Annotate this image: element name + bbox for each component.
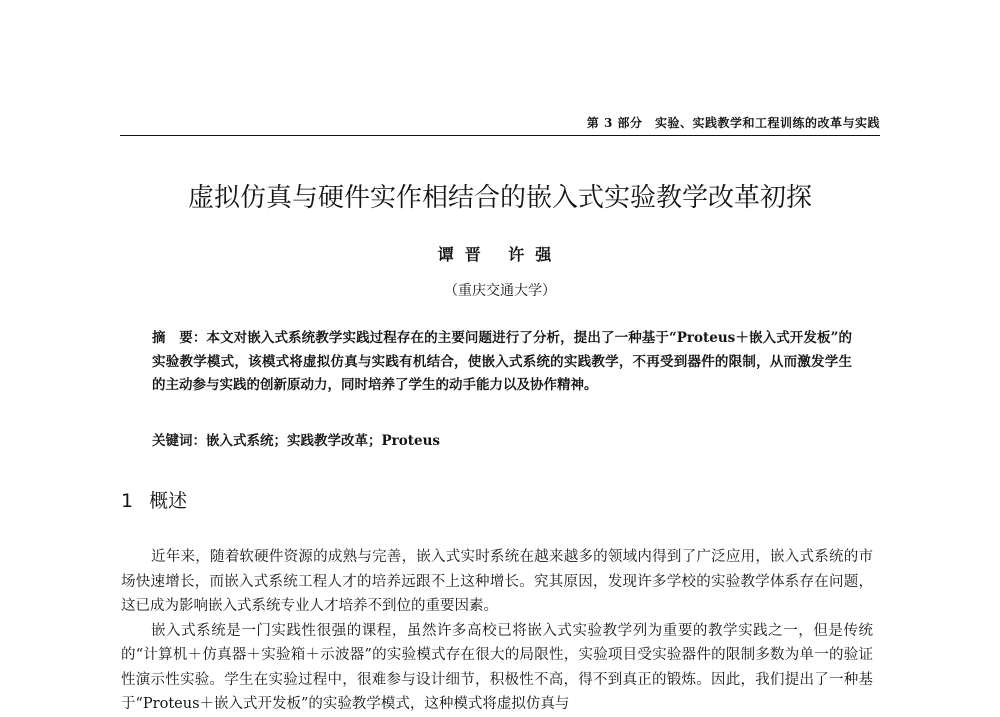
section-number: 1: [121, 490, 134, 512]
body-paragraph: 近年来，随着软硬件资源的成熟与完善，嵌入式实时系统在越来越多的领域内得到了广泛应用，嵌入式系统的市场快速增长，而嵌入式系统工程人才的培养远跟不上这种增长。究其原因，发现许多学校的实验教学体系存在问题，这已成为影响嵌入式系统专业人才培养不到位的重要因素。: [121, 549, 873, 614]
keywords-text: 嵌入式系统；实践教学改革；Proteus: [206, 433, 441, 449]
abstract-text: 本文对嵌入式系统教学实践过程存在的主要问题进行了分析，提出了一种基于“Proteus＋嵌入式开发板”的实验教学模式，该模式将虚拟仿真与实践有机结合，使嵌入式系统的实践教学，不再受到器件的限制，从而激发学生的主动参与实践的创新原动力，同时培养了学生的动手能力以及协作精神。: [152, 330, 852, 393]
abstract: [152, 327, 852, 398]
body-paragraph: 嵌入式系统是一门实践性很强的课程，虽然许多高校已将嵌入式实验教学列为重要的教学实践之一，但是传统的“计算机＋仿真器＋实验箱＋示波器”的实验模式存在很大的局限性，实验项目受实验器件的限制多数为单一的验证性演示性实验。学生在实验过程中，很难参与设计细节，积极性不高，得不到真正的锻炼。因此，我们提出了一种基于“Proteus＋嵌入式开发板”的实验教学模式，这种模式将虚拟仿真与: [121, 622, 873, 712]
keywords-label: 关键词：: [152, 433, 206, 449]
affiliation: （重庆交通大学）: [444, 283, 556, 299]
running-head: 第 3 部分 实验、实践教学和工程训练的改革与实践: [586, 116, 880, 130]
section-heading: [121, 488, 187, 514]
abstract-label: 摘 要：: [152, 330, 207, 346]
paper-title: 虚拟仿真与硬件实作相结合的嵌入式实验教学改革初探: [187, 183, 812, 213]
section-title: 概述: [149, 490, 188, 512]
keywords: [152, 431, 852, 451]
header-rule: [120, 135, 880, 136]
section-body: [121, 545, 873, 717]
authors: 谭晋 许强: [437, 245, 563, 264]
